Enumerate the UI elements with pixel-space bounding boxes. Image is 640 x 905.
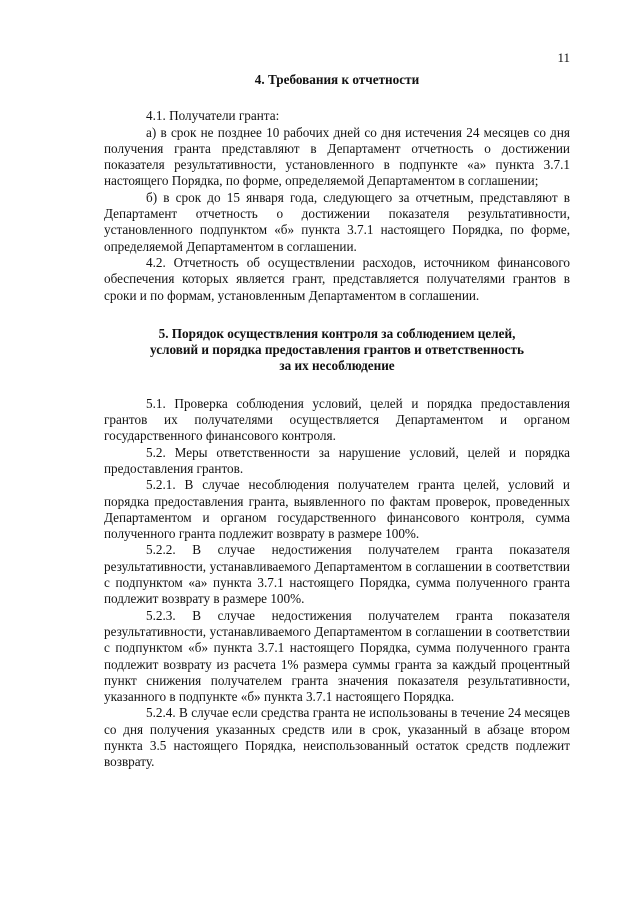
section-5-heading-line: 5. Порядок осуществления контроля за соблюдением целей, <box>158 325 516 341</box>
paragraph-4-2: 4.2. Отчетность об осуществлении расходов, источником финансового обеспечения которых является грант, представляется получателями грантов в сроки и по формам, установленным Департаментом в соглашении. <box>104 254 570 303</box>
paragraph-5-2-3: 5.2.3. В случае недостижения получателем гранта показателя результативности, устанавливаемого Департаментом в соглашении в соответствии с подпунктом «б» пункта 3.7.1 настоящего Порядка, сумма полученного гранта подлежит возврату из расчета 1% размера суммы гранта за каждый процентный пункт снижения получателем гранта значения показателя результативности, указанного в подпункте «б» пункта 3.7.1 настоящего Порядка. <box>104 607 570 705</box>
paragraph-4-1: 4.1. Получатели гранта: <box>146 108 280 124</box>
paragraph-5-2-1: 5.2.1. В случае несоблюдения получателем гранта целей, условий и порядка предоставления гранта, выявленного по фактам проверок, проведенных Департаментом и органом государственного финансового контроля, сумма полученного гранта подлежит возврату в размере 100%. <box>104 477 570 542</box>
section-5-heading <box>104 326 570 375</box>
document-body <box>104 72 570 771</box>
paragraph-4-1-a: а) в срок не позднее 10 рабочих дней со дня истечения 24 месяцев со дня получения гранта представляют в Департамент отчетность о достижении показателя результативности, установленного в подпункте «а» пункта 3.7.1 настоящего Порядка, по форме, определяемой Департаментом в соглашении; <box>104 124 570 189</box>
paragraph-5-2-2: 5.2.2. В случае недостижения получателем гранта показателя результативности, устанавливаемого Департаментом в соглашении в соответствии с подпунктом «а» пункта 3.7.1 настоящего Порядка, сумма полученного гранта подлежит возврату в размере 100%. <box>104 542 570 607</box>
section-5-heading-line: за их несоблюдение <box>279 358 395 374</box>
paragraph-4-1-b: б) в срок до 15 января года, следующего за отчетным, представляют в Департамент отчетность о достижении показателя результативности, установленного подпунктом «б» пункта 3.7.1 настоящего Порядка, по форме, определяемой Департаментом в соглашении. <box>104 189 570 254</box>
paragraph-5-2-4: 5.2.4. В случае если средства гранта не использованы в течение 24 месяцев со дня получения указанных средств или в срок, указанный в абзаце втором пункта 3.5 настоящего Порядка, неиспользованный остаток средств подлежит возврату. <box>104 705 570 770</box>
section-5-heading-line: условий и порядка предоставления грантов и ответственность <box>150 342 524 358</box>
paragraph-5-1: 5.1. Проверка соблюдения условий, целей и порядка предоставления грантов их получателями осуществляется Департаментом и органом государственного финансового контроля. <box>104 395 570 444</box>
page-number: 11 <box>557 50 570 65</box>
paragraph-5-2: 5.2. Меры ответственности за нарушение условий, целей и порядка предоставления грантов. <box>104 444 570 476</box>
section-4-heading: 4. Требования к отчетности <box>254 72 420 87</box>
